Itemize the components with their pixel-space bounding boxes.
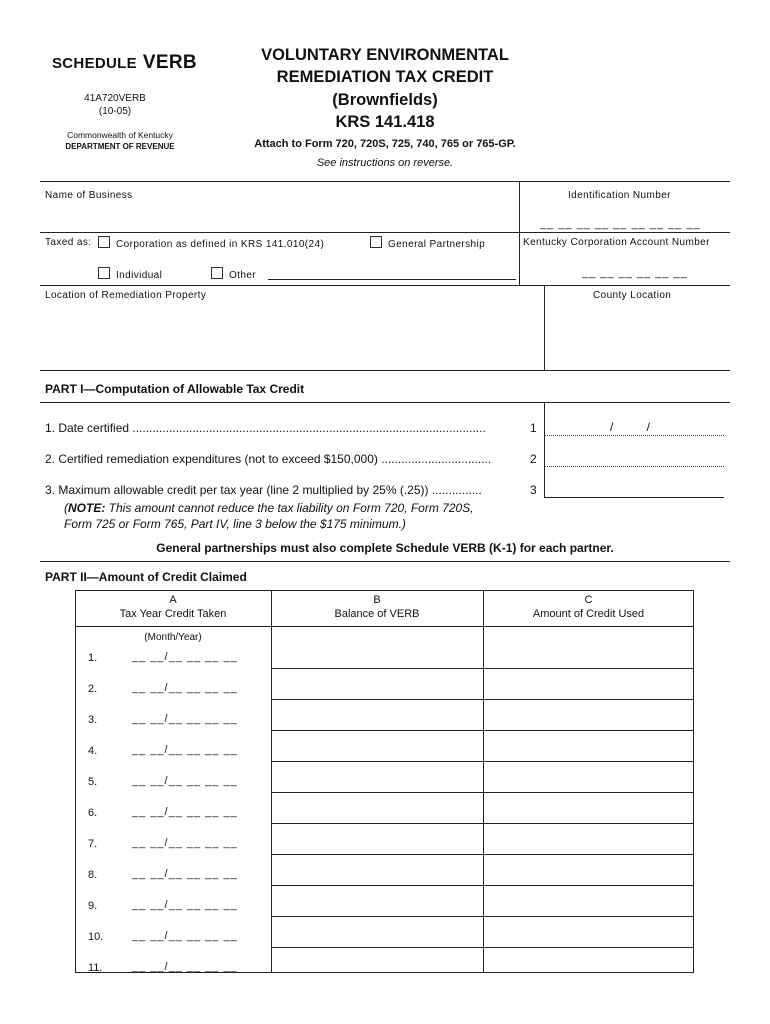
tax-year-field[interactable]: __ __/__ __ __ __ [132,744,238,756]
individual-option[interactable] [98,267,162,281]
credit-used-field[interactable] [484,948,693,977]
attach-instruction: Attach to Form 720, 720S, 725, 740, 765 or 765-GP. [254,138,516,150]
tax-year-field[interactable]: __ __/__ __ __ __ [132,868,238,880]
line3-field-rule[interactable] [544,497,724,498]
table-row-number: 10. [88,931,104,943]
individual-label: Individual [116,270,163,281]
balance-field[interactable] [272,700,482,729]
tax-year-field[interactable]: __ __/__ __ __ __ [132,682,238,694]
tax-year-field[interactable]: __ __/__ __ __ __ [132,775,238,787]
county-location-label: County Location [593,290,672,301]
table-row-number: 2. [88,683,98,695]
other-input-line[interactable] [268,279,516,280]
title-line-1: VOLUNTARY ENVIRONMENTAL [261,46,509,64]
divider [40,561,730,562]
balance-field[interactable] [272,762,482,791]
month-year-label: (Month/Year) [144,632,202,643]
line1-field-rule [544,435,724,436]
column-c-header [483,593,694,621]
part1-heading: PART I—Computation of Allowable Tax Credit [45,382,305,396]
kentucky-account-field[interactable]: __ __ __ __ __ __ [582,267,688,279]
other-option[interactable] [211,267,256,281]
tax-year-field[interactable]: __ __/__ __ __ __ [132,899,238,911]
balance-field[interactable] [272,638,482,667]
identification-number-field[interactable]: __ __ __ __ __ __ __ __ __ [540,218,701,230]
balance-field[interactable] [272,855,482,884]
table-row-number: 11. [88,962,103,974]
credit-used-field[interactable] [484,731,693,760]
other-checkbox[interactable] [211,267,223,279]
partnerships-instruction: General partnerships must also complete Schedule VERB (K-1) for each partner. [156,541,614,555]
balance-field[interactable] [272,793,482,822]
balance-field[interactable] [272,669,482,698]
column-b-label: Balance of VERB [334,608,420,620]
divider [40,181,730,182]
column-c-label: Amount of Credit Used [532,608,645,620]
table-row-number: 4. [88,745,98,757]
line3-label: 3. Maximum allowable credit per tax year (line 2 multiplied by 25% (.25)) ............... [45,483,482,497]
balance-field[interactable] [272,886,482,915]
tax-year-field[interactable]: __ __/__ __ __ __ [132,806,238,818]
table-row-number: 9. [88,900,98,912]
schedule-name: VERB [142,52,197,73]
divider [544,402,545,497]
divider [40,370,730,371]
table-row-number: 5. [88,776,98,788]
line3-number: 3 [530,483,537,497]
part2-heading: PART II—Amount of Credit Claimed [45,570,247,584]
schedule-label [52,52,197,74]
location-property-label: Location of Remediation Property [45,290,207,301]
line1-label: 1. Date certified .......................................................................................................... [45,421,486,435]
balance-field[interactable] [272,824,482,853]
general-partnership-label: General Partnership [388,239,486,250]
column-b-header [271,593,483,621]
line2-number: 2 [530,452,537,466]
line1-number: 1 [530,421,537,435]
table-row-number: 1. [88,652,98,664]
tax-year-field[interactable]: __ __/__ __ __ __ [132,713,238,725]
note-line-2: Form 725 or Form 765, Part IV, line 3 below the $175 minimum.) [64,517,406,531]
credit-used-field[interactable] [484,700,693,729]
schedule-prefix: SCHEDULE [52,55,137,72]
column-c-letter: C [584,594,593,606]
title-line-3: (Brownfields) [332,91,438,109]
table-row-number: 7. [88,838,98,850]
general-partnership-checkbox[interactable] [370,236,382,248]
credit-used-field[interactable] [484,793,693,822]
note-line-1: (NOTE: This amount cannot reduce the tax liability on Form 720, Form 720S, [64,501,474,515]
tax-year-field[interactable]: __ __/__ __ __ __ [132,930,238,942]
corporation-checkbox[interactable] [98,236,110,248]
table-row-number: 8. [88,869,98,881]
department-label: DEPARTMENT OF REVENUE [65,142,175,151]
taxed-as-label: Taxed as: [45,237,92,248]
credit-used-field[interactable] [484,669,693,698]
column-a-letter: A [169,594,177,606]
other-label: Other [229,270,257,281]
corporation-option[interactable] [98,236,324,250]
divider [40,232,730,233]
credit-used-field[interactable] [484,638,693,667]
column-b-letter: B [373,594,381,606]
table-header-divider [75,626,694,627]
balance-field[interactable] [272,917,482,946]
credit-used-field[interactable] [484,762,693,791]
column-a-label: Tax Year Credit Taken [119,608,227,620]
name-of-business-label: Name of Business [45,190,133,201]
balance-field[interactable] [272,731,482,760]
commonwealth-label: Commonwealth of Kentucky [67,130,173,140]
date-certified-field[interactable]: / / [610,420,651,434]
general-partnership-option[interactable] [370,236,485,250]
tax-year-field[interactable]: __ __/__ __ __ __ [132,961,238,973]
note-label: NOTE: [68,501,106,515]
see-instructions: See instructions on reverse. [316,157,454,169]
individual-checkbox[interactable] [98,267,110,279]
credit-used-field[interactable] [484,824,693,853]
tax-year-field[interactable]: __ __/__ __ __ __ [132,837,238,849]
form-code: 41A720VERB [84,93,146,104]
table-row-number: 6. [88,807,98,819]
form-date: (10-05) [98,106,132,117]
balance-field[interactable] [272,948,482,977]
identification-number-label: Identification Number [568,190,671,201]
kentucky-account-label: Kentucky Corporation Account Number [523,237,710,248]
divider [519,181,520,285]
title-line-4: KRS 141.418 [335,113,435,131]
column-a-header [75,593,271,621]
line2-field-rule[interactable] [544,466,724,467]
credit-used-field[interactable] [484,886,693,915]
line2-label: 2. Certified remediation expenditures (not to exceed $150,000) ................................. [45,452,492,466]
corporation-label: Corporation as defined in KRS 141.010(24) [116,239,325,250]
divider [40,402,730,403]
tax-year-field[interactable]: __ __/__ __ __ __ [132,651,238,663]
divider [40,285,730,286]
credit-used-field[interactable] [484,855,693,884]
table-row-number: 3. [88,714,98,726]
title-line-2: REMEDIATION TAX CREDIT [276,68,494,86]
credit-used-field[interactable] [484,917,693,946]
divider [544,285,545,370]
